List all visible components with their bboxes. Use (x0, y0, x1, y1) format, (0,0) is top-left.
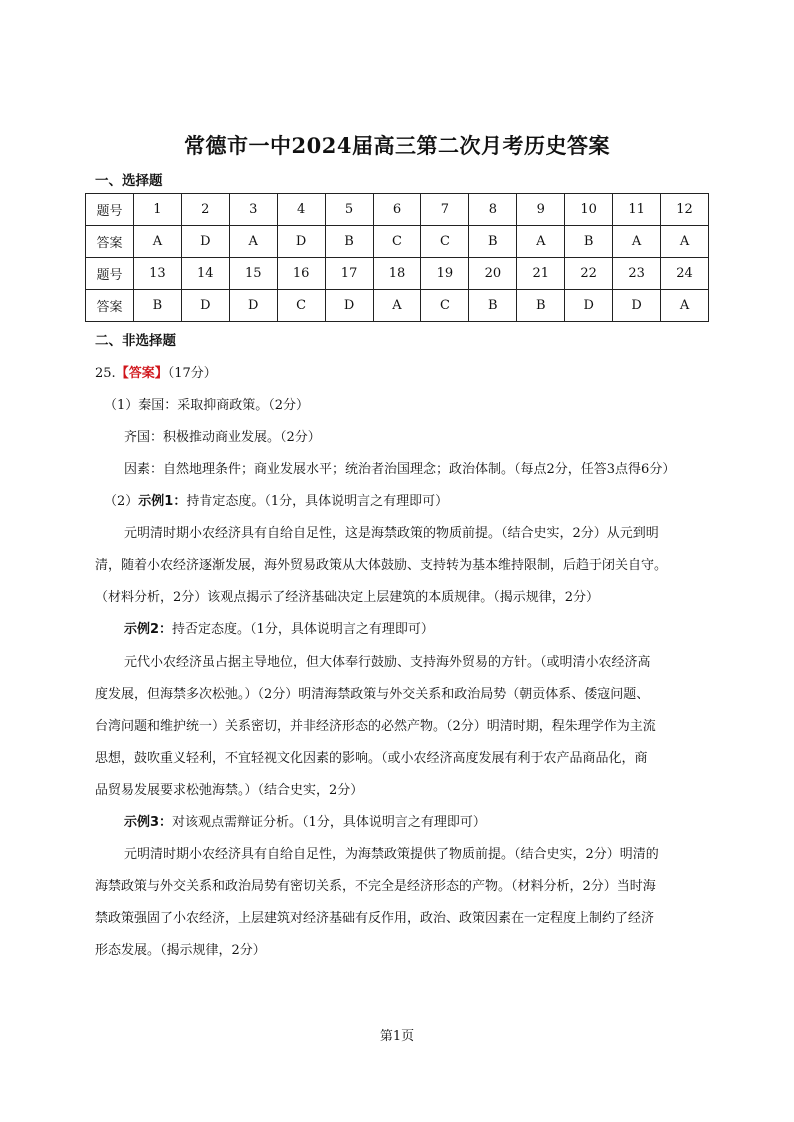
table-cell: 3 (229, 194, 277, 226)
table-cell: 4 (277, 194, 325, 226)
example3-paragraph-line: 海禁政策与外交关系和政治局势有密切关系，不完全是经济形态的产物。（材料分析，2分）当时海 (95, 879, 656, 894)
section-heading-multiple-choice: 一、选择题 (95, 173, 163, 189)
part2-label: （2） (104, 494, 139, 509)
example2-paragraph-line: 品贸易发展要求松弛海禁。）（结合史实，2分） (95, 783, 364, 798)
row-header-cell: 题号 (86, 194, 134, 226)
table-cell: B (517, 290, 565, 322)
example2-paragraph-line: 台湾问题和维护统一）关系密切，并非经济形态的必然产物。（2分）明清时期，程朱理学作为主流 (95, 719, 656, 734)
table-row (86, 226, 709, 258)
table-cell: 18 (373, 258, 421, 290)
table-cell: 8 (469, 194, 517, 226)
example1-label: 示例1： (138, 494, 187, 509)
table-cell: 12 (661, 194, 709, 226)
page-title: 常德市一中2024届高三第二次月考历史答案 (184, 133, 610, 158)
table-cell: 9 (517, 194, 565, 226)
table-cell: D (565, 290, 613, 322)
example2-label: 示例2： (124, 622, 173, 637)
example3-paragraph-line: 元明清时期小农经济具有自给自足性，为海禁政策提供了物质前提。（结合史实，2分）明清的 (124, 847, 659, 862)
answer-table (85, 193, 709, 322)
table-cell: D (229, 290, 277, 322)
table-cell: A (661, 290, 709, 322)
table-cell: 20 (469, 258, 517, 290)
example2-paragraph-line: 元代小农经济虽占据主导地位，但大体奉行鼓励、支持海外贸易的方针。（或明清小农经济高 (124, 655, 651, 670)
example1-stance: 持肯定态度。（1分，具体说明言之有理即可） (186, 494, 449, 509)
table-cell: C (421, 290, 469, 322)
table-cell: 15 (229, 258, 277, 290)
table-cell: 14 (181, 258, 229, 290)
row-header-cell: 题号 (86, 258, 134, 290)
table-cell: 2 (181, 194, 229, 226)
q25-example2-heading (124, 622, 434, 638)
example3-stance: 对该观点需辩证分析。（1分，具体说明言之有理即可） (172, 815, 486, 830)
table-cell: A (373, 290, 421, 322)
table-row (86, 290, 709, 322)
example1-paragraph-line: （材料分析，2分）该观点揭示了经济基础决定上层建筑的本质规律。（揭示规律，2分） (95, 590, 600, 605)
table-cell: B (469, 226, 517, 258)
table-cell: 13 (133, 258, 181, 290)
table-cell: 5 (325, 194, 373, 226)
table-cell: D (325, 290, 373, 322)
example2-paragraph-line: 思想，鼓吹重义轻利，不宜轻视文化因素的影响。（或小农经济高度发展有利于农产品商品化，商 (95, 751, 648, 766)
example1-paragraph-line: 清，随着小农经济逐渐发展，海外贸易政策从大体鼓励、支持转为基本维持限制，后趋于闭关自守。 (95, 558, 668, 573)
table-cell: B (565, 226, 613, 258)
example3-label: 示例3： (124, 815, 173, 830)
answer-tag: 【答案】 (115, 366, 168, 381)
table-cell: 17 (325, 258, 373, 290)
q25-part1-qin: （1）秦国：采取抑商政策。（2分） (104, 398, 310, 413)
table-cell: 23 (613, 258, 661, 290)
q25-part1-factors: 因素：自然地理条件；商业发展水平；统治者治国理念；政治体制。（每点2分，任答3点得6分） (124, 462, 676, 477)
table-cell: 11 (613, 194, 661, 226)
table-cell: 24 (661, 258, 709, 290)
example2-stance: 持否定态度。（1分，具体说明言之有理即可） (172, 622, 434, 637)
table-cell: D (277, 226, 325, 258)
q25-example3-heading (124, 815, 486, 831)
q25-header (95, 366, 217, 382)
example3-paragraph-line: 禁政策强固了小农经济，上层建筑对经济基础有反作用，政治、政策因素在一定程度上制约了经济 (95, 911, 655, 926)
table-cell: A (661, 226, 709, 258)
section-heading-non-choice: 二、非选择题 (95, 333, 176, 349)
table-cell: A (229, 226, 277, 258)
table-cell: 1 (133, 194, 181, 226)
table-cell: B (133, 290, 181, 322)
q25-part1-qi: 齐国：积极推动商业发展。（2分） (124, 430, 321, 445)
q25-number: 25. (95, 366, 116, 381)
table-cell: A (133, 226, 181, 258)
q25-score: （17分） (167, 366, 217, 381)
table-cell: A (613, 226, 661, 258)
table-cell: 19 (421, 258, 469, 290)
table-cell: 16 (277, 258, 325, 290)
table-cell: D (613, 290, 661, 322)
table-cell: A (517, 226, 565, 258)
table-row (86, 258, 709, 290)
table-cell: 7 (421, 194, 469, 226)
table-cell: D (181, 226, 229, 258)
table-cell: C (277, 290, 325, 322)
table-cell: 22 (565, 258, 613, 290)
row-header-cell: 答案 (86, 290, 134, 322)
table-cell: 6 (373, 194, 421, 226)
table-cell: 21 (517, 258, 565, 290)
table-cell: B (325, 226, 373, 258)
example1-paragraph-line: 元明清时期小农经济具有自给自足性，这是海禁政策的物质前提。（结合史实，2分）从元到明 (124, 526, 659, 541)
table-row (86, 194, 709, 226)
example2-paragraph-line: 度发展，但海禁多次松弛。）（2分）明清海禁政策与外交关系和政治局势（朝贡体系、倭寇问题、 (95, 687, 650, 702)
table-cell: 10 (565, 194, 613, 226)
table-cell: C (421, 226, 469, 258)
example3-paragraph-line: 形态发展。（揭示规律，2分） (95, 943, 266, 958)
row-header-cell: 答案 (86, 226, 134, 258)
page-number: 第1页 (379, 1029, 415, 1044)
q25-example1-heading (104, 494, 448, 510)
table-cell: C (373, 226, 421, 258)
table-cell: B (469, 290, 517, 322)
table-cell: D (181, 290, 229, 322)
